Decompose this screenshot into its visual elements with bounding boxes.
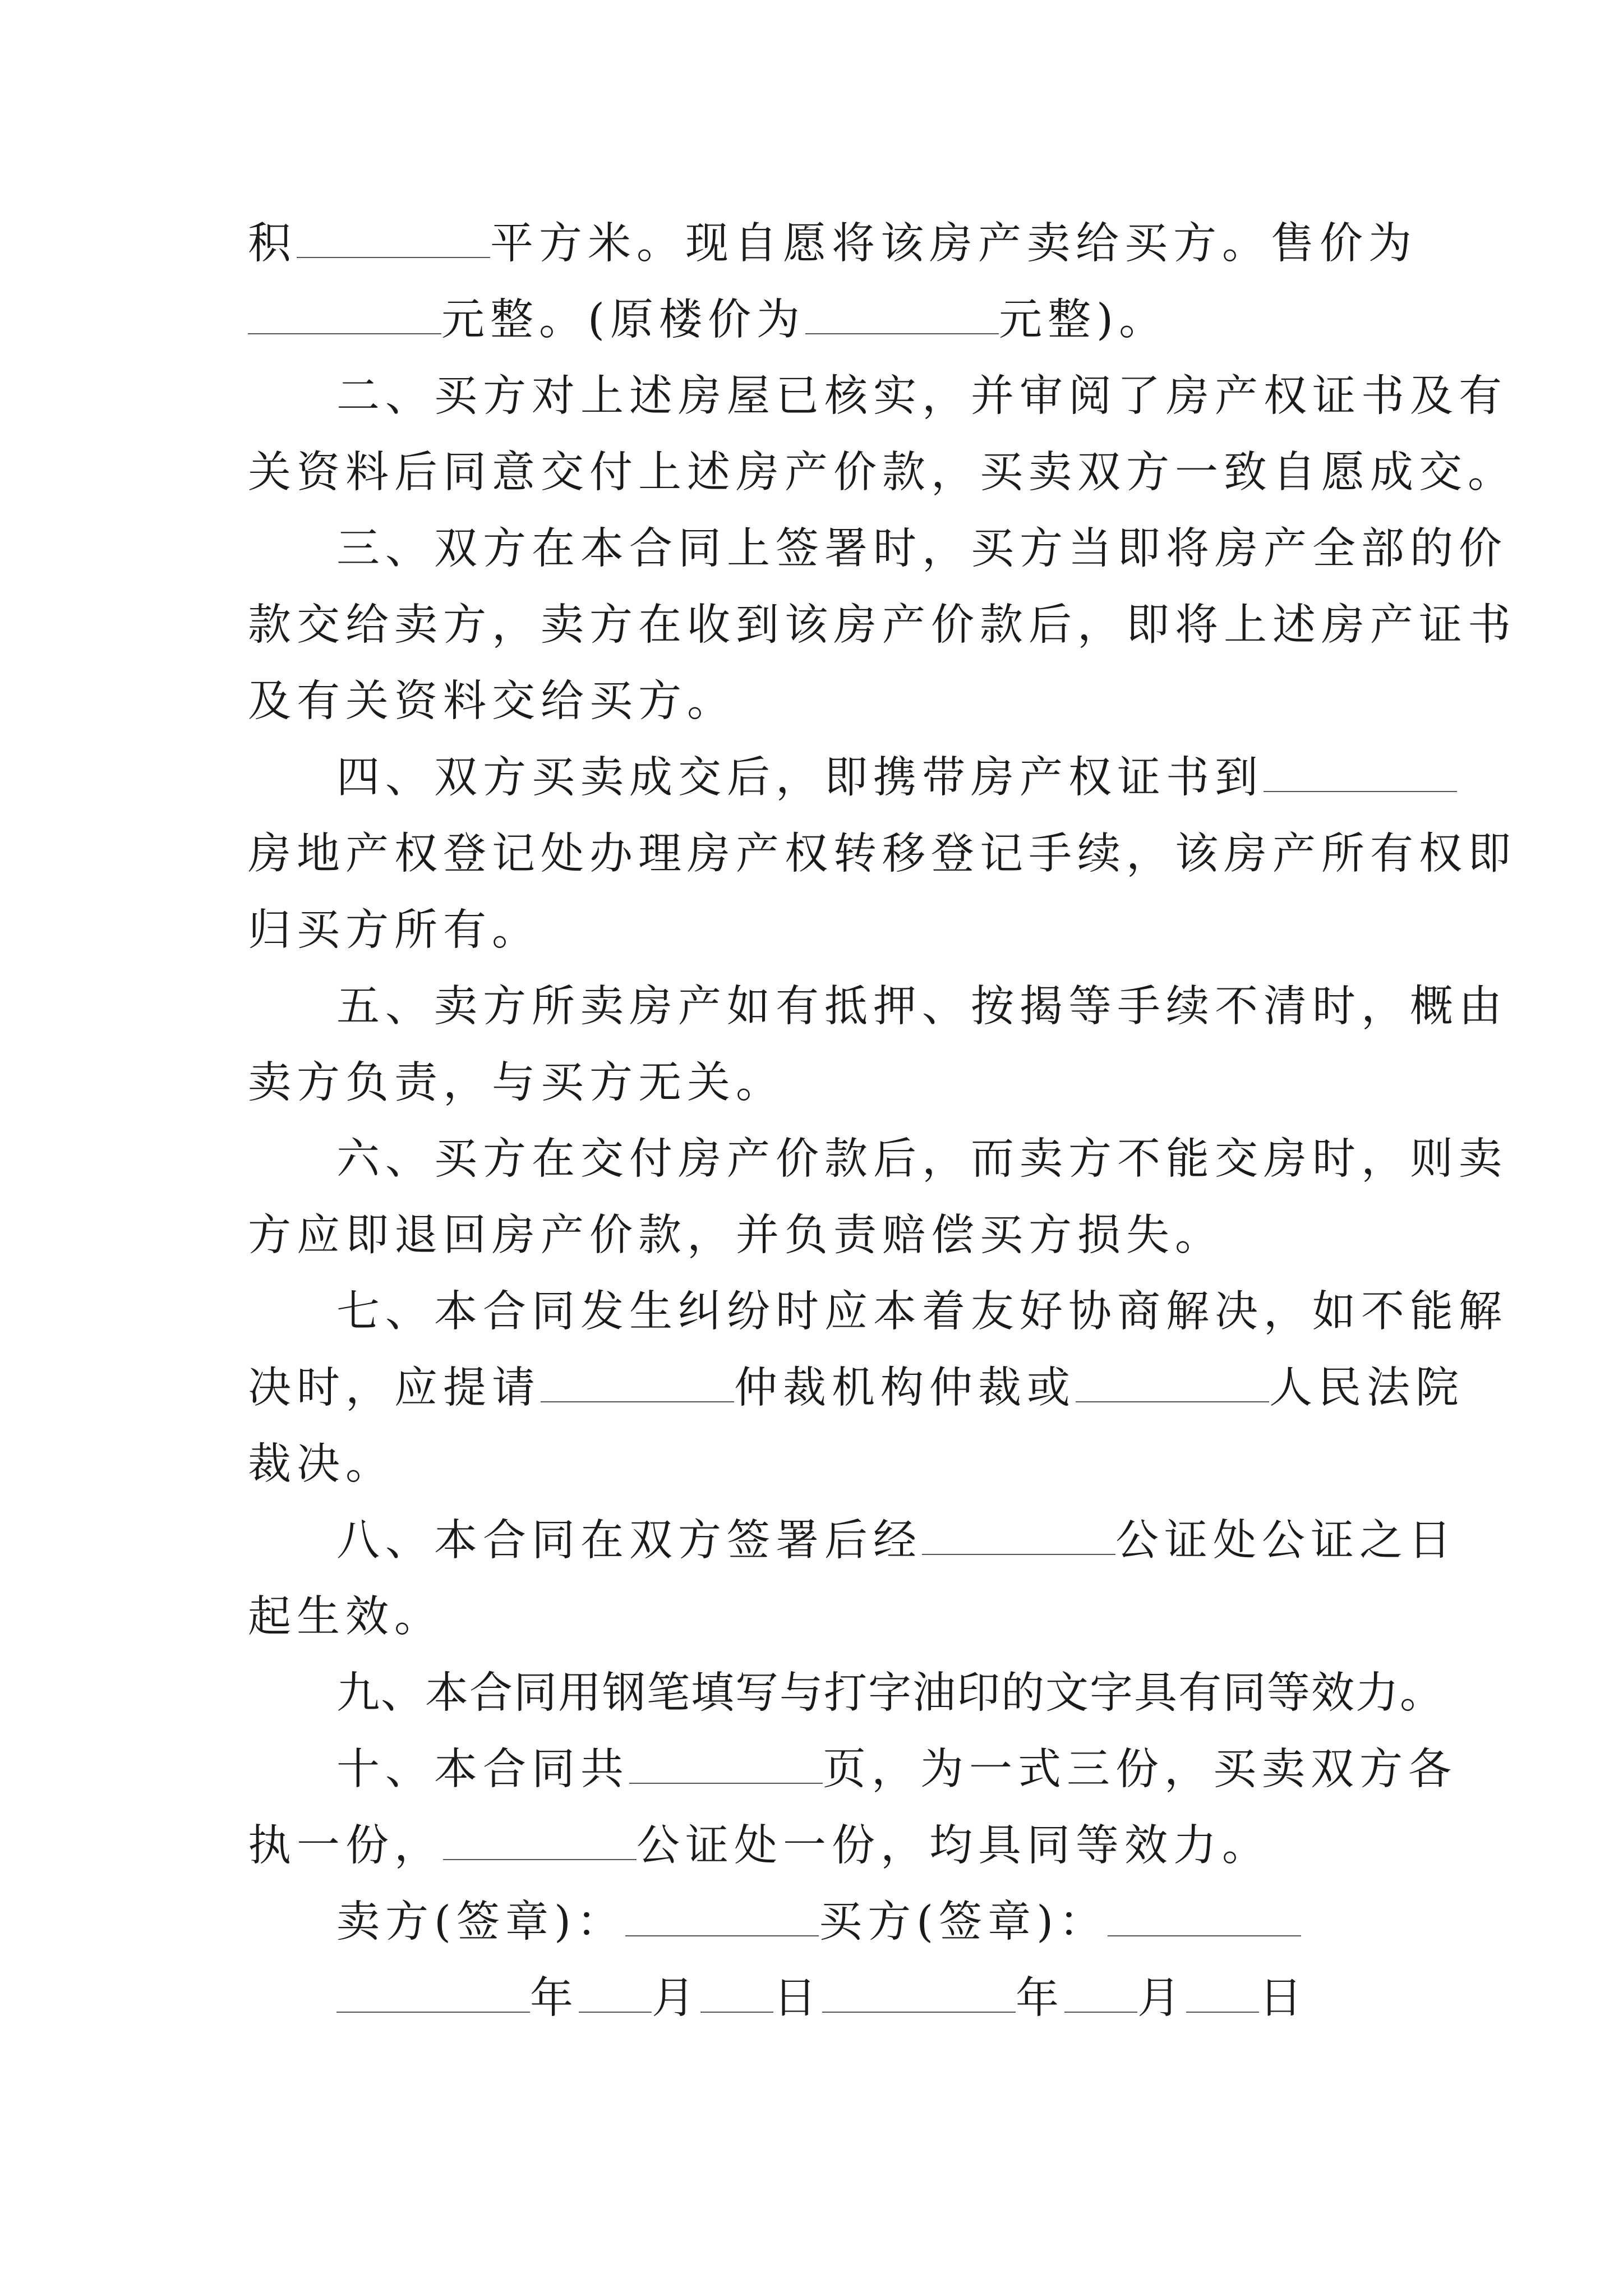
clause8-line1 [336, 1514, 1457, 1568]
clause7-text-a: 决时，应提请 [248, 1363, 541, 1413]
clause4-line3: 归买方所有。 [248, 905, 541, 955]
clause9-line1: 九、本合同用钢笔填写与打字油印的文字具有同等效力。 [336, 1668, 1444, 1718]
seller-month-blank[interactable] [579, 1978, 652, 2013]
date-line [336, 1972, 1375, 2026]
area-blank[interactable] [297, 223, 490, 258]
buyer-month-label: 月 [1137, 1973, 1186, 2023]
seller-year-blank[interactable] [336, 1978, 530, 2013]
buyer-day-label: 日 [1259, 1973, 1308, 2023]
signature-line [336, 1895, 1375, 1949]
clause7-line3: 裁决。 [248, 1439, 394, 1489]
clause4-line1 [336, 751, 1375, 805]
page-count-blank[interactable] [629, 1749, 823, 1784]
seller-signature-label: 卖方(签章)： [336, 1897, 626, 1947]
clause3-line1: 三、双方在本合同上签署时，买方当即将房产全部的价 [336, 524, 1507, 574]
clause8-line2: 起生效。 [248, 1592, 443, 1642]
clause5-line2: 卖方负责，与买方无关。 [248, 1058, 785, 1108]
buyer-signature-label: 买方(签章)： [819, 1897, 1108, 1947]
seller-year-label: 年 [530, 1973, 579, 2023]
clause4-text: 四、双方买卖成交后，即携带房产权证书到 [336, 753, 1264, 803]
clause2-line1: 二、买方对上述房屋已核实，并审阅了房产权证书及有 [336, 371, 1507, 421]
clause10-text-a: 十、本合同共 [336, 1745, 629, 1795]
original-price-blank[interactable] [805, 300, 999, 334]
clause5-line1: 五、卖方所卖房产如有抵押、按揭等手续不清时，概由 [336, 982, 1507, 1032]
clause3-line3: 及有关资料交给买方。 [248, 677, 736, 726]
area-prefix: 积 [248, 219, 297, 269]
clause10-line1 [336, 1743, 1457, 1797]
clause10-text-d: 公证处一份，均具同等效力。 [637, 1821, 1271, 1871]
arbitration-blank[interactable] [541, 1368, 734, 1402]
buyer-year-label: 年 [1016, 1973, 1064, 2023]
price-line [248, 293, 1375, 347]
seller-day-blank[interactable] [700, 1978, 773, 2013]
court-blank[interactable] [1076, 1368, 1269, 1402]
price-text-a: 元整。(原楼价为 [441, 295, 806, 345]
clause3-line2: 款交给卖方，卖方在收到该房产价款后，即将上述房产证书 [248, 600, 1516, 650]
registry-location-blank[interactable] [1264, 757, 1457, 792]
clause7-line1: 七、本合同发生纠纷时应本着友好协商解决，如不能解 [336, 1287, 1507, 1337]
clause7-text-c: 人民法院 [1269, 1363, 1464, 1413]
clause10-text-c: 执一份， [248, 1821, 443, 1871]
clause6-line1: 六、买方在交付房产价款后，而卖方不能交房时，则卖 [336, 1134, 1507, 1184]
clause10-line2 [248, 1819, 1375, 1873]
area-line [248, 217, 1417, 271]
buyer-day-blank[interactable] [1186, 1978, 1259, 2013]
notary-blank[interactable] [922, 1520, 1115, 1555]
price-text-b: 元整)。 [999, 295, 1168, 345]
notary-office-blank[interactable] [443, 1825, 637, 1860]
clause7-text-b: 仲裁机构仲裁或 [734, 1363, 1076, 1413]
clause8-text-b: 公证处公证之日 [1115, 1516, 1457, 1566]
buyer-month-blank[interactable] [1064, 1978, 1137, 2013]
clause8-text-a: 八、本合同在双方签署后经 [336, 1516, 922, 1566]
buyer-signature-blank[interactable] [1108, 1902, 1301, 1936]
buyer-year-blank[interactable] [822, 1978, 1016, 2013]
area-unit-text: 平方米。现自愿将该房产卖给买方。售价为 [490, 219, 1417, 269]
clause2-line2: 关资料后同意交付上述房产价款，买卖双方一致自愿成交。 [248, 448, 1516, 498]
price-blank[interactable] [248, 300, 441, 334]
seller-day-label: 日 [773, 1973, 822, 2023]
seller-signature-blank[interactable] [625, 1902, 819, 1936]
seller-month-label: 月 [652, 1973, 700, 2023]
clause7-line2 [248, 1361, 1464, 1415]
clause10-text-b: 页，为一式三份，买卖双方各 [823, 1745, 1457, 1795]
clause6-line2: 方应即退回房产价款，并负责赔偿买方损失。 [248, 1211, 1224, 1260]
clause4-line2: 房地产权登记处办理房产权转移登记手续，该房产所有权即 [248, 829, 1516, 879]
